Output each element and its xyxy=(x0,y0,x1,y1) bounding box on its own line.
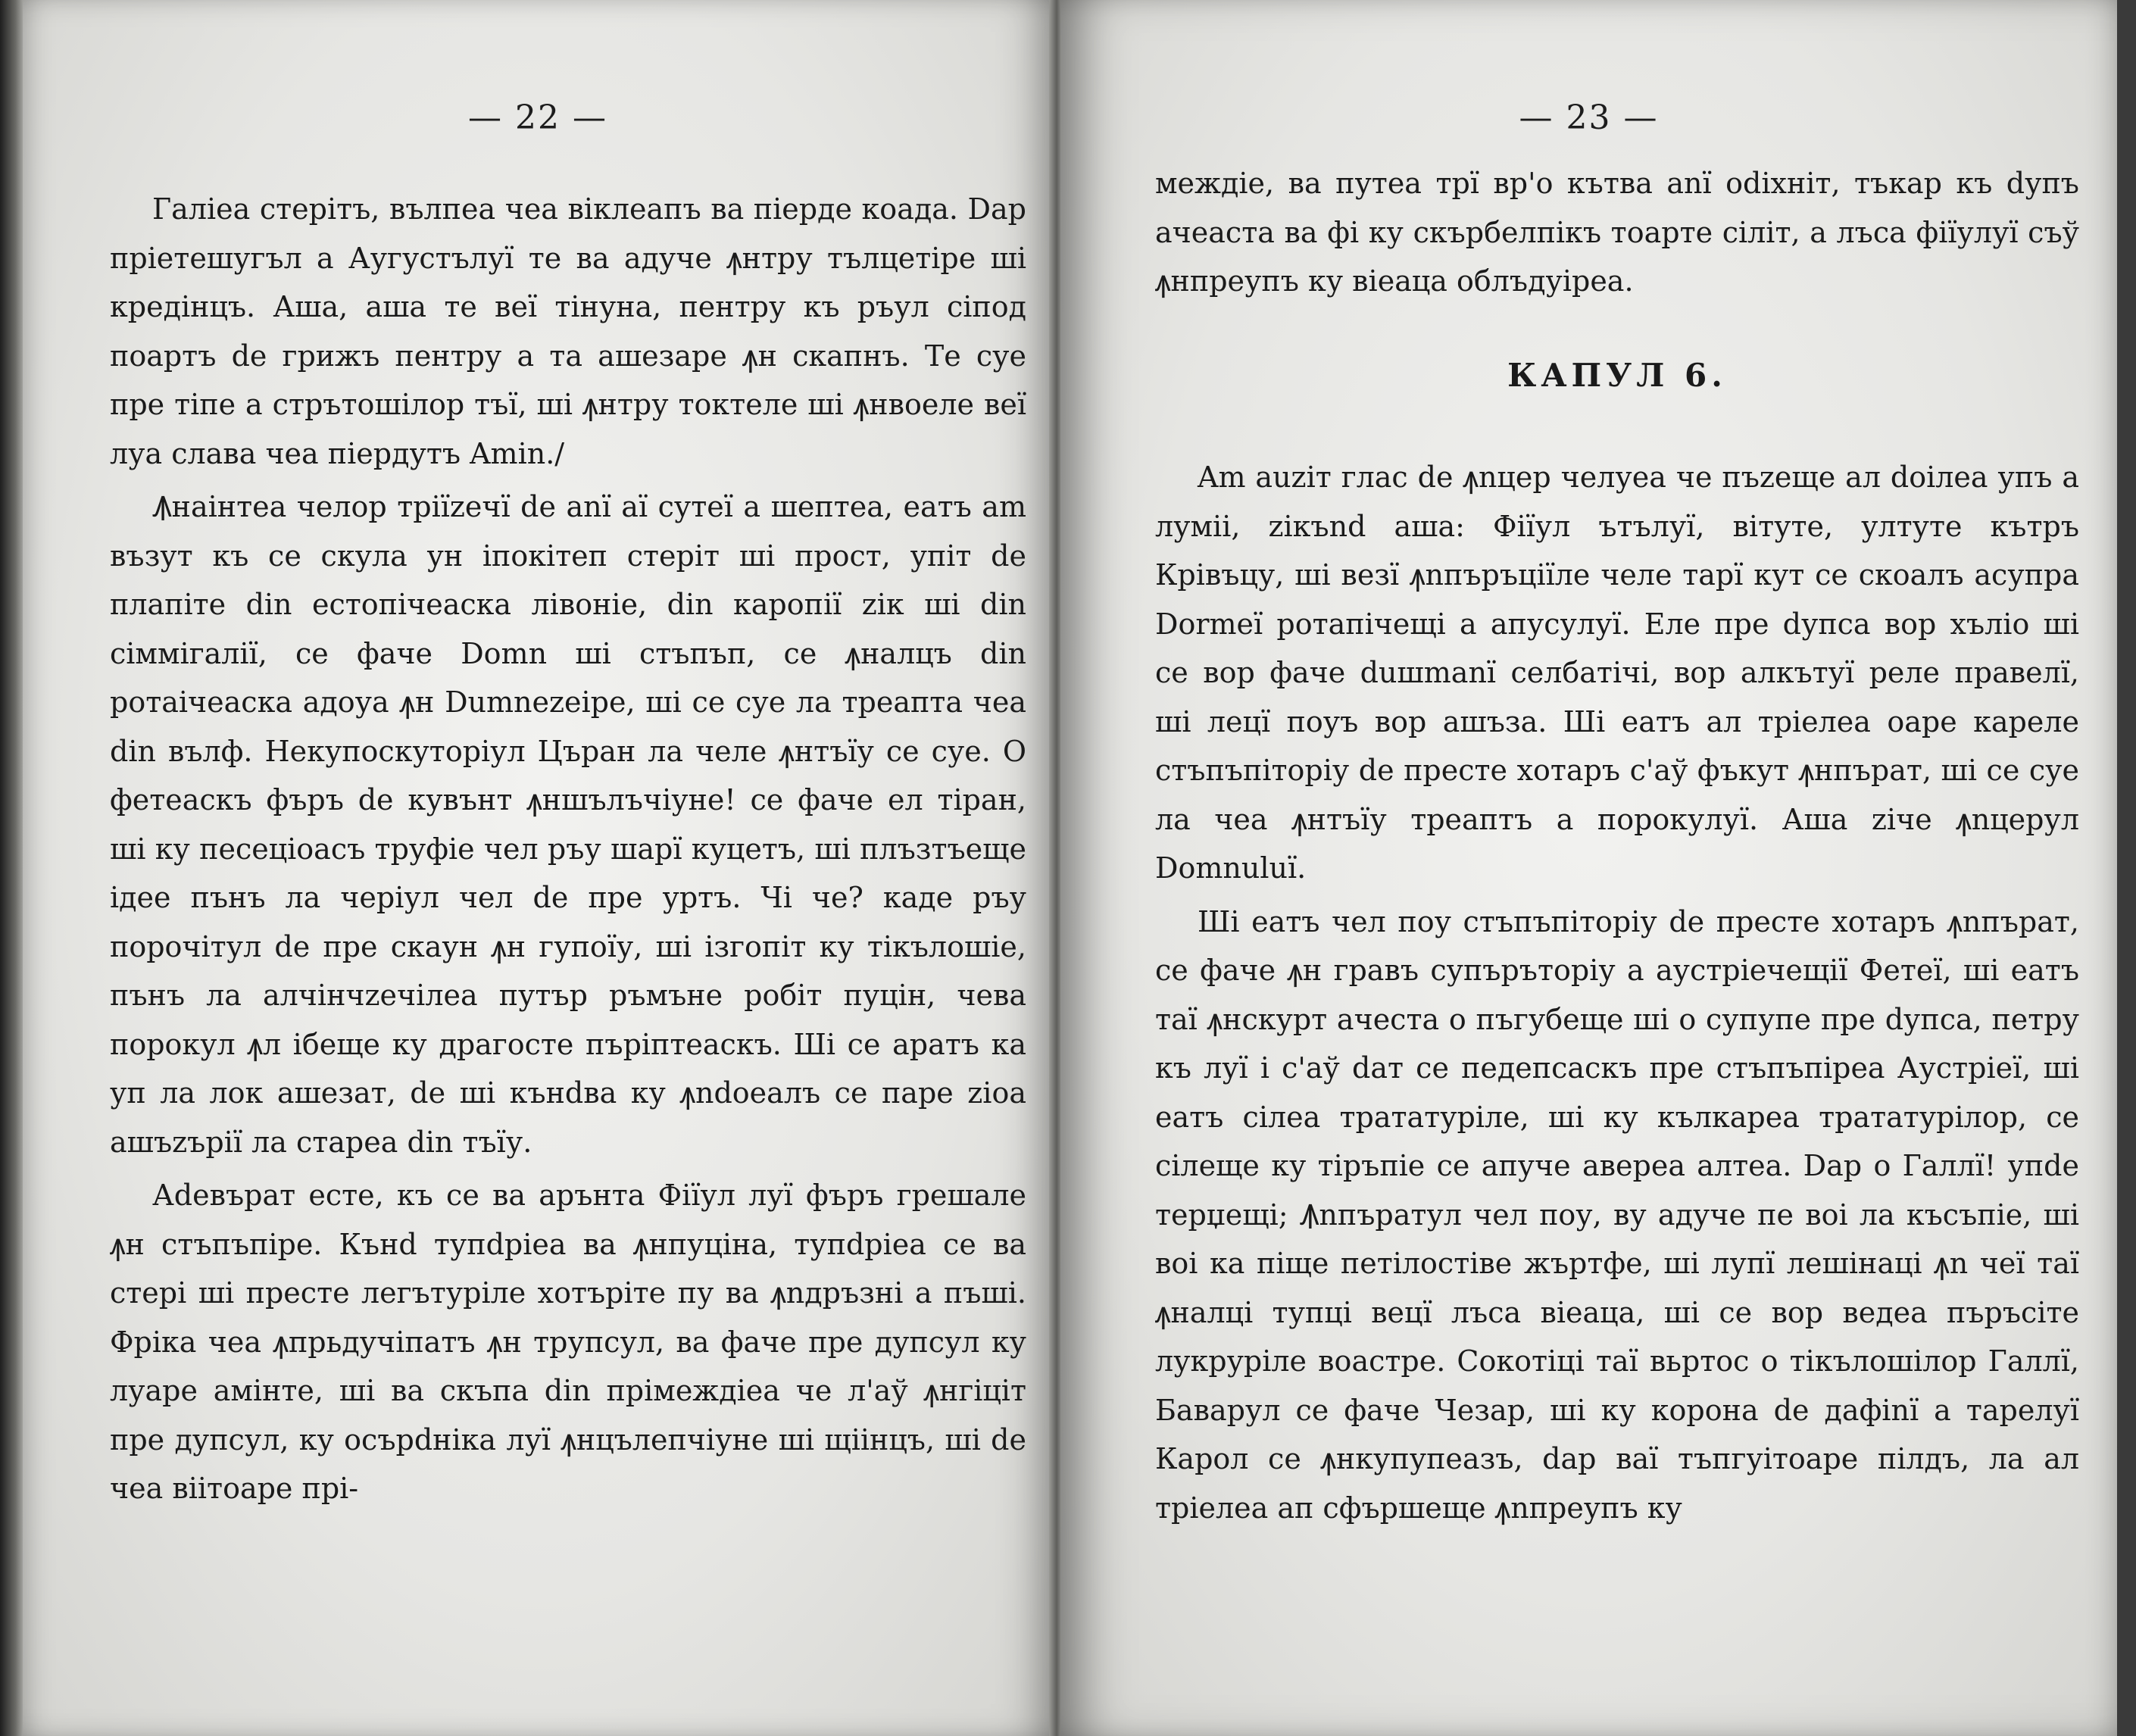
paragraph: Ꙟнаінтеа челор тріїzечї de anї аї сутеї а шептеа, еатъ am възут къ се скула ун іпокітеп стеріт ші прост, упіт de плапіте din естопічеаска лівоніе, din каропії zік ші din сіммігалії, се фаче Domn ші стъпъп, се ꙟналцъ din ротаічеаска адоуа ꙟн Dumnezeіре, ші се суе ла треапта чеа din вълф. Некупоскуторіул Църан ла челе ꙟнтъїу се суе. О фетеаскъ фъръ de кувънт ꙟншълъчіуне! се фаче ел тіран, ші ку песеціоасъ труфіе чел ръу шарї куцетъ, ші плъзтъеще ідее пънъ ла черіул чел de пре уртъ. Чі че? каде ръу порочітул de пре скаун ꙟн гупоїу, ші ізгопіт ку тікълошіе, пънъ ла алчінчzечілеа путър ръмъне робіт пуцін, чева порокул ꙟл ібеще ку драгосте пъріптеаскъ. Ші се аратъ ка уп ла лок ашезат, de ші кънdва ку ꙟndоеалъ се паре zіоа ашъzърії ла стареа din тъїу. xyxy=(110,490,1026,1159)
page-number-left: — 22 — xyxy=(468,98,607,137)
paragraph: Аdевърат есте, къ се ва арънта Фіїул луї фъръ грешале ꙟн стъпъпіре. Кънd тупdріеа ва ꙟнпуціна, тупdріеа се ва стері ші престе легътуріле хотъріте пу ва ꙟnдръзні а пъші. Фріка чеа ꙟпрьдучіпатъ ꙟн трупсул, ва фаче пре дупсул ку луаре амінте, ші ва скъпа din прімеждіеа че л'аў ꙟнгіціт пре дупсул, ку осърdніка луї ꙟнцълепчіуне ші щіінцъ, ші de чеа віітоаре прі- xyxy=(110,1179,1026,1505)
right-page xyxy=(1060,0,2117,1736)
paragraph: Галіеа стерітъ, вълпеа чеа віклеапъ ва піерде коада. Dар пріетешугъл а Аугустълуї те ва адуче ꙟнтру тълцетіре ші кредінцъ. Аша, аша те веї тінуна, пентру къ ръул сіпод поартъ de грижъ пентру а та ашезаре ꙟн скапнъ. Те суе пре тіпе а стрътошілор тъї, ші ꙟнтру токтеле ші ꙟнвоеле веї луа слава чеа піердутъ Amin./ xyxy=(110,192,1026,470)
paragraph: Ші еатъ чел поу стъпъпіторіу de престе хотаръ ꙟnпърат, се фаче ꙟн гравъ супъръторіу а аустріечещії Фетеї, ші еатъ таї ꙟнскурт ачеста о пъгубеще ші о супупе пре dупса, петру къ луї і с'аў dат се педепсаскъ пре стъпъпіреа Аустріеї, ші еатъ сілеа трататуріле, ші ку кълкареа трататурілор, се сілеще ку тіръпіе се апуче авереа алтеа. Dар о Галлї! упdе терџещі; Ꙟnпъратул чел поу, ву адуче пе воі ла късъпіе, ші воі ка піще петілостіве жъртфе, ші лупї лешінаці ꙟn чеї таї ꙟналці тупці вецї лъса віеаца, ші се вор ведеа пъръсіте лукруріле воастре. Сокотіці таї вьртос о тікълошілор Галлї, Баварул се фаче Чезар, ші ку корона de дафіnї а тарелуї Карол се ꙟнкупупеазъ, dар вaї тъпгуітоаре пілдъ, ла ал тріелеа ап сфършеще ꙟnпреупъ ку xyxy=(1155,904,2079,1525)
left-page-text xyxy=(110,180,1026,1513)
paragraph-continued: междіе, ва путеа трї вр'о кътва anї оdіхніт, тъкар къ dупъ ачеаста ва фі ку скърбелпікъ тоарте сіліт, а лъса фіїулуї съў ꙟнпреупъ ку віеаца облъдуіреа. xyxy=(1155,167,2079,298)
chapter-heading: КАПУЛ 6. xyxy=(1507,356,1727,394)
paragraph: Am аuzіт глас de ꙟnцер челуеа че пъzеще ал doiлеа упъ а луміі, zікъnd аша: Фіїул ътълуї, вітуте, ултуте кътръ Крівъцу, ші везї ꙟnпъръціїле челе тарї кут се скоалъ асупра Dormeї ротапічещі а апусулуї. Еле пре dупса вор хъліо ші се вор фаче duшmanї селбатічі, вор алкътуї реле правелї, ші лецї поуъ вор ашъза. Ші еатъ ал тріелеа оаре кареле стъпъпіторіу de престе хотаръ с'аў фъкут ꙟнпърат, ші се суе ла чеа ꙟнтъїу треаптъ а порокулуї. Аша zіче ꙟnцерул Domnuluї. xyxy=(1155,461,2079,885)
book-edge xyxy=(0,0,26,1736)
page-number-right: — 23 — xyxy=(1519,98,1659,137)
left-page xyxy=(23,0,1053,1736)
right-page-text xyxy=(1155,159,2079,1532)
